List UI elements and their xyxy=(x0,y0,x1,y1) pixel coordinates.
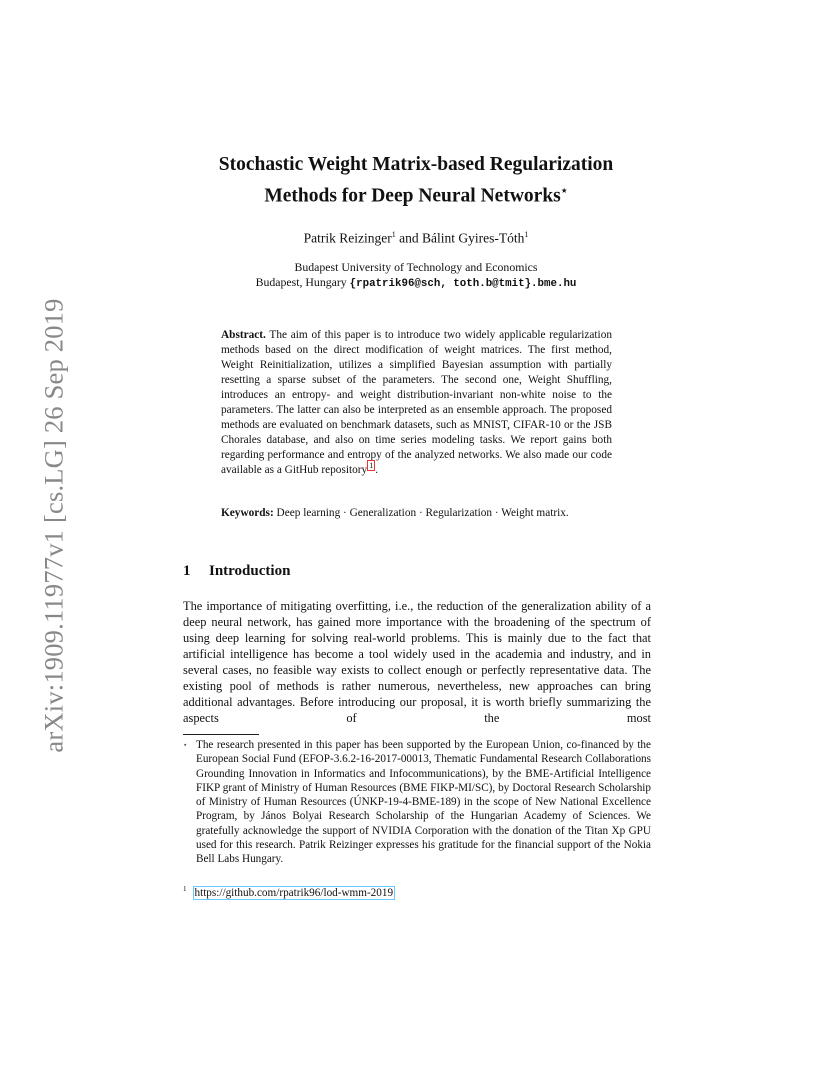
author-1-name: Patrik Reizinger xyxy=(303,230,392,246)
keywords-label: Keywords: xyxy=(221,507,274,519)
title-line-2 xyxy=(150,178,682,210)
footnote-funding-mark: ⋆ xyxy=(183,741,188,749)
introduction-paragraph: The importance of mitigating overfitting, i.e., the reduction of the generalization ability of a deep neural network, has gained more importance with the broadening of the spectrum of using deep learning for solving real-world problems. This is mainly due to the fact that artificial intelligence has become a tool widely used in the academia and industry, and in several cases, no feasible way exists to collect enough or perfectly representative data. The existing pool of methods is rather numerous, nevertheless, new approaches can bring additional advantages. Before introducing our proposal, it is worth briefly summarizing the aspects of the most xyxy=(183,599,651,725)
affiliation-block xyxy=(180,260,652,292)
abstract-label: Abstract. xyxy=(221,329,266,341)
keywords xyxy=(221,506,612,521)
arxiv-identifier-text: arXiv:1909.11977v1 [cs.LG] 26 Sep 2019 xyxy=(38,297,69,753)
author-2-affiliation-mark: 1 xyxy=(524,230,529,239)
author-1-affiliation-mark: 1 xyxy=(391,230,396,239)
section-heading-introduction xyxy=(183,563,290,580)
title-line-2-text: Methods for Deep Neural Networks xyxy=(264,185,561,207)
keywords-text: Deep learning · Generalization · Regularization · Weight matrix. xyxy=(273,507,569,519)
footnote-github xyxy=(183,885,395,899)
affiliation-location-line xyxy=(180,275,652,292)
footnote-divider xyxy=(183,734,259,735)
author-conjunction: and xyxy=(395,230,422,246)
affiliation-location: Budapest, Hungary xyxy=(255,275,350,289)
footnote-1-reference-link[interactable]: 1 xyxy=(369,461,374,471)
github-repository-link[interactable]: https://github.com/rpatrik96/lod-wmm-2019 xyxy=(194,886,394,899)
footnote-github-mark: 1 xyxy=(183,885,187,893)
author-list xyxy=(200,230,632,247)
footnote-funding-text: The research presented in this paper has been supported by the European Union, co-financed by the European Social Fund (EFOP-3.6.2-16-2017-00013, Thematic Fundamental Research Collaborations Grounding Innovation in Informatics and Infocommunications), by the BME-Artificial Intelligence FIKP grant of Ministry of Human Resources (BME FIKP-MI/SC), by Doctoral Research Scholarship of Ministry of Human Resources (ÚNKP-19-4-BME-189) in the scope of New National Excellence Program, by János Bolyai Research Scholarship of the Hungarian Academy of Sciences. We gratefully acknowledge the support of NVIDIA Corporation with the donation of the Titan Xp GPU used for this research. Patrik Reizinger expresses his gratitude for the financial support of the Nokia Bell Labs Hungary. xyxy=(196,739,651,866)
section-title: Introduction xyxy=(209,563,291,579)
abstract-end: . xyxy=(375,464,379,476)
arxiv-identifier-stamp xyxy=(36,290,72,760)
author-emails: {rpatrik96@sch, toth.b@tmit}.bme.hu xyxy=(349,278,577,290)
title-line-1: Stochastic Weight Matrix-based Regularization xyxy=(218,154,614,175)
footnote-funding xyxy=(183,738,651,867)
author-2-name: Bálint Gyires-Tóth xyxy=(422,230,525,246)
affiliation-institution: Budapest University of Technology and Economics xyxy=(294,260,538,274)
section-number: 1 xyxy=(183,563,191,579)
title-footnote-mark: ⋆ xyxy=(560,185,568,197)
abstract-text: The aim of this paper is to introduce two widely applicable regularization methods based on the direct modification of weight matrices. The first method, Weight Reinitialization, utilizes a simplified Bayesian assumption with partially resetting a sparse subset of the parameters. The second one, Weight Shuffling, introduces an entropy- and weight distribution-invariant non-white noise to the parameters. The latter can also be interpreted as an ensemble approach. The proposed methods are evaluated on benchmark datasets, such as MNIST, CIFAR-10 or the JSB Chorales database, and also on time series modeling tasks. We report gains both regarding performance and entropy of the analyzed networks. We also made our code available as a GitHub repository xyxy=(221,329,612,476)
paper-title xyxy=(150,152,682,210)
abstract xyxy=(221,328,612,478)
